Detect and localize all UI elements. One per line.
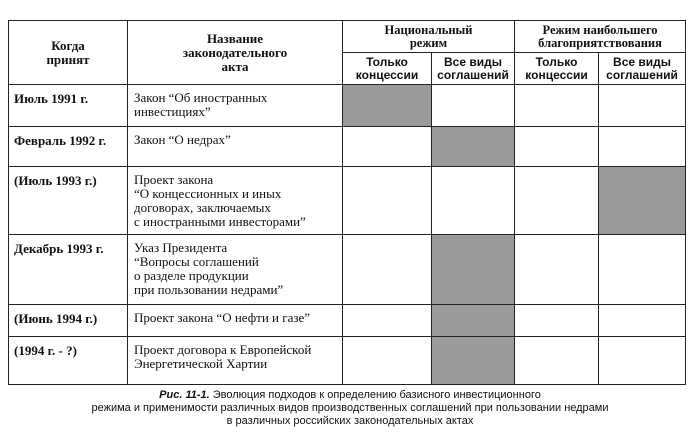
cell-mfn-concession <box>515 85 599 127</box>
cell-national-all <box>432 85 515 127</box>
table-row <box>9 235 686 305</box>
caption-line3: в различных российских законодательных актах <box>226 415 474 427</box>
row-date: Февраль 1992 г. <box>9 127 128 167</box>
cell-national-all <box>432 235 515 305</box>
cell-mfn-all <box>599 167 686 235</box>
cell-national-concession <box>343 305 432 337</box>
row-date: Июль 1991 г. <box>9 85 128 127</box>
row-date: (Июнь 1994 г.) <box>9 305 128 337</box>
row-date: (Июль 1993 г.) <box>9 167 128 235</box>
cell-mfn-all <box>599 337 686 385</box>
cell-mfn-all <box>599 305 686 337</box>
header-when: Когда принят <box>9 21 128 85</box>
cell-mfn-all <box>599 127 686 167</box>
cell-national-concession <box>343 85 432 127</box>
row-act: Закон “О недрах” <box>128 127 343 167</box>
header-national-only-concession: Только концессии <box>343 53 432 85</box>
caption-line2: режима и применимости различных видов производственных соглашений при пользовании недрами <box>91 402 609 414</box>
caption-label: Рис. 11-1. <box>159 389 210 401</box>
row-date: (1994 г. - ?) <box>9 337 128 385</box>
cell-national-all <box>432 337 515 385</box>
cell-national-all <box>432 167 515 235</box>
cell-mfn-concession <box>515 235 599 305</box>
comparison-table <box>8 20 686 385</box>
cell-mfn-all <box>599 235 686 305</box>
figure-caption <box>0 389 700 428</box>
table-row <box>9 85 686 127</box>
cell-national-concession <box>343 337 432 385</box>
header-act-name: Название законодательного акта <box>128 21 343 85</box>
cell-mfn-concession <box>515 127 599 167</box>
row-date: Декабрь 1993 г. <box>9 235 128 305</box>
header-mfn-regime: Режим наибольшего благоприятствования <box>515 21 686 53</box>
caption-line1: Эволюция подходов к определению базисного инвестиционного <box>212 389 541 401</box>
table-row <box>9 337 686 385</box>
row-act: Указ Президента “Вопросы соглашений о разделе продукции при пользовании недрами” <box>128 235 343 305</box>
cell-mfn-concession <box>515 305 599 337</box>
header-mfn-all-agreements: Все виды соглашений <box>599 53 686 85</box>
cell-national-concession <box>343 167 432 235</box>
cell-mfn-concession <box>515 167 599 235</box>
cell-mfn-all <box>599 85 686 127</box>
cell-national-all <box>432 127 515 167</box>
cell-national-all <box>432 305 515 337</box>
table-row <box>9 127 686 167</box>
cell-national-concession <box>343 235 432 305</box>
header-national-regime: Национальный режим <box>343 21 515 53</box>
cell-mfn-concession <box>515 337 599 385</box>
row-act: Проект закона “О концессионных и иных договорах, заключаемых с иностранными инвесторами” <box>128 167 343 235</box>
row-act: Закон “Об иностранных инвестициях” <box>128 85 343 127</box>
row-act: Проект закона “О нефти и газе” <box>128 305 343 337</box>
table-row <box>9 167 686 235</box>
header-national-all-agreements: Все виды соглашений <box>432 53 515 85</box>
header-mfn-only-concession: Только концессии <box>515 53 599 85</box>
table-row <box>9 305 686 337</box>
cell-national-concession <box>343 127 432 167</box>
row-act: Проект договора к Европейской Энергетической Хартии <box>128 337 343 385</box>
